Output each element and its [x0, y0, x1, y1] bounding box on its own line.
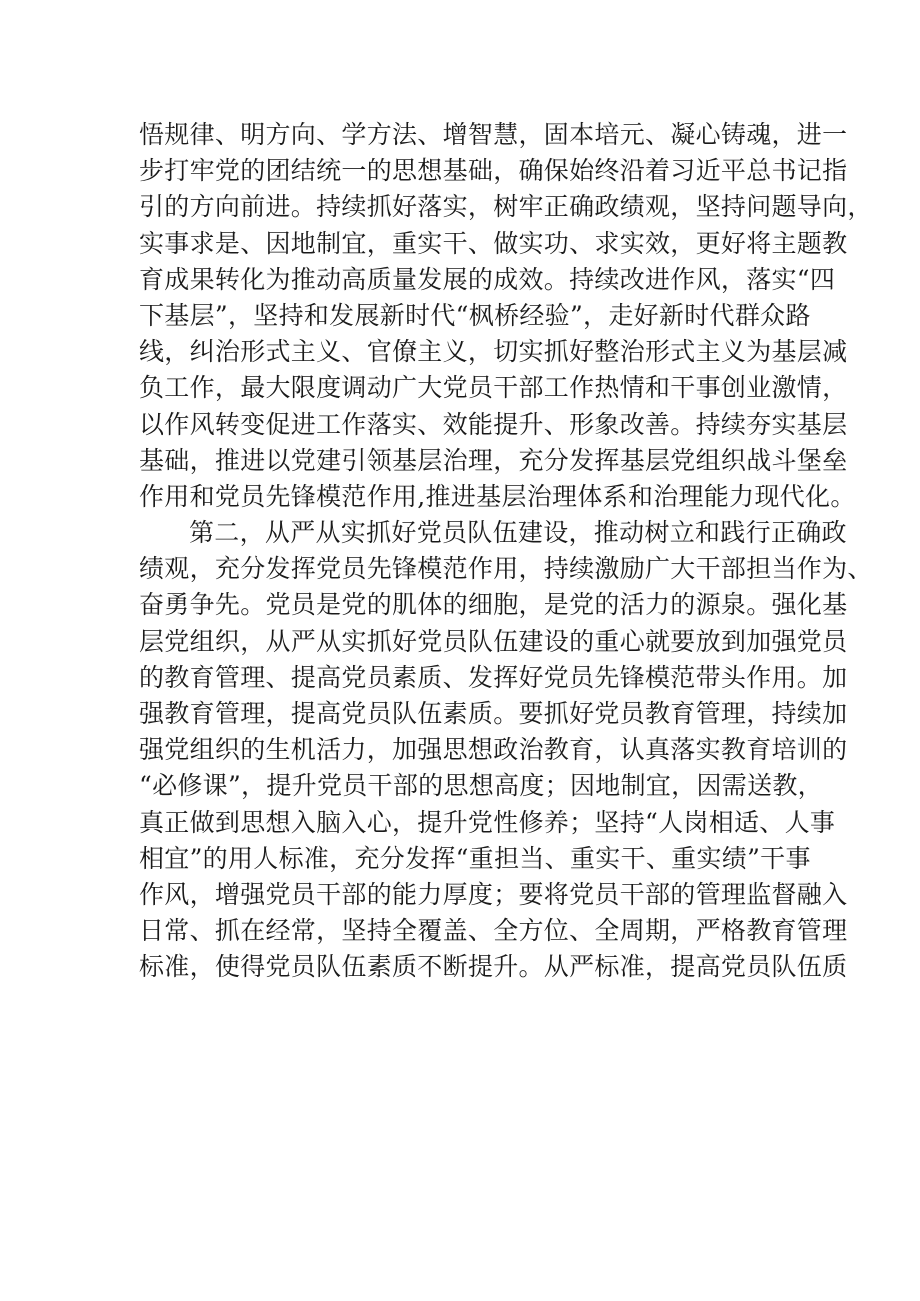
text-line: 相宜”的用人标准，充分发挥“重担当、重实干、重实绩”干事 [139, 843, 811, 873]
text-line: “必修课”，提升党员干部的思想高度；因地制宜，因需送教， [139, 771, 823, 801]
text-line: 绩观，充分发挥党员先锋模范作用，持续激励广大干部担当作为、 [139, 554, 873, 584]
paragraph-first-line: 第二，从严从实抓好党员队伍建设，推动树立和践行正确政 [189, 518, 847, 548]
text-line: 真正做到思想入脑入心，提升党性修养；坚持“人岗相适、人事 [139, 807, 836, 837]
text-line: 悟规律、明方向、学方法、增智慧，固本培元、凝心铸魂，进一 [139, 120, 848, 149]
body-text [139, 117, 873, 986]
text-line: 的教育管理、提高党员素质、发挥好党员先锋模范带头作用。加 [139, 662, 848, 692]
text-line: 强党组织的生机活力，加强思想政治教育，认真落实教育培训的 [139, 735, 848, 765]
text-line: 层党组织，从严从实抓好党员队伍建设的重心就要放到加强党员 [139, 626, 848, 656]
text-line: 下基层”，坚持和发展新时代“枫桥经验”，走好新时代群众路 [139, 300, 811, 330]
text-line: 育成果转化为推动高质量发展的成效。持续改进作风，落实“四 [139, 264, 836, 294]
text-line: 步打牢党的团结统一的思想基础，确保始终沿着习近平总书记指 [139, 156, 848, 186]
text-line: 作风，增强党员干部的能力厚度；要将党员干部的管理监督融入 [139, 879, 848, 909]
text-line: 引的方向前进。持续抓好落实，树牢正确政绩观，坚持问题导向， [139, 192, 873, 222]
text-line: 日常、抓在经常，坚持全覆盖、全方位、全周期，严格教育管理 [139, 916, 848, 946]
text-line: 强教育管理，提高党员队伍素质。要抓好党员教育管理，持续加 [139, 699, 848, 728]
text-line: 作用和党员先锋模范作用,推进基层治理体系和治理能力现代化。 [139, 481, 856, 511]
text-line: 线，纠治形式主义、官僚主义，切实抓好整治形式主义为基层减 [139, 337, 848, 367]
text-line: 基础，推进以党建引领基层治理，充分发挥基层党组织战斗堡垒 [139, 445, 848, 475]
text-line: 标准，使得党员队伍素质不断提升。从严标准，提高党员队伍质 [139, 952, 848, 982]
text-line: 实事求是、因地制宜，重实干、做实功、求实效，更好将主题教 [139, 228, 848, 258]
text-line: 负工作，最大限度调动广大党员干部工作热情和干事创业激情， [139, 373, 848, 403]
text-line: 以作风转变促进工作落实、效能提升、形象改善。持续夯实基层 [139, 409, 848, 439]
text-line: 奋勇争先。党员是党的肌体的细胞，是党的活力的源泉。强化基 [139, 590, 848, 620]
